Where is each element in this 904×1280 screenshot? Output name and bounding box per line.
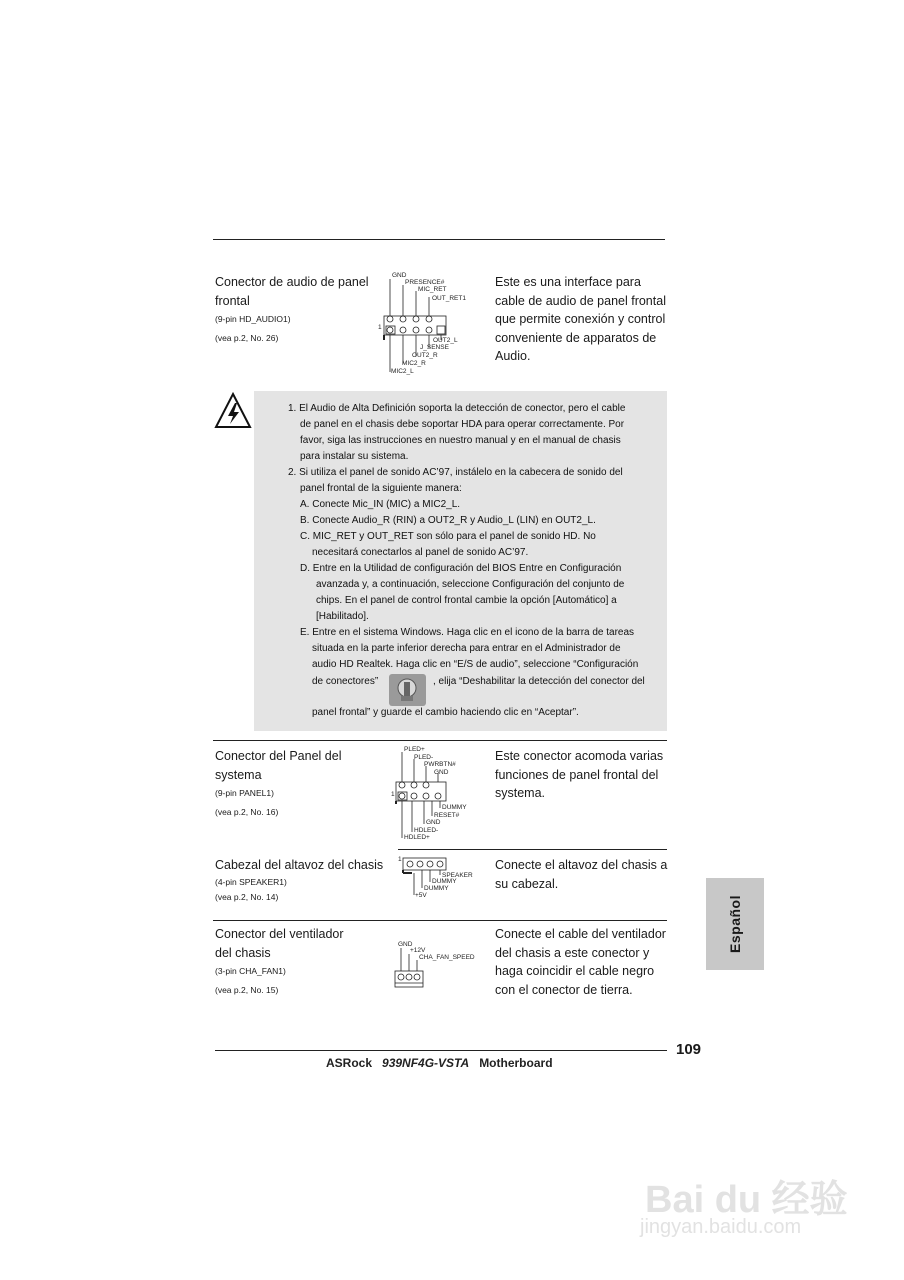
hd-audio-pin-label: MIC_RET: [418, 286, 447, 293]
note-line: [Habilitado].: [316, 611, 369, 622]
hd-audio-description: [495, 273, 666, 366]
note-line: favor, siga las instrucciones en nuestro manual y en el manual de chasis: [300, 435, 621, 446]
hd-audio-title: Conector de audio de panel: [215, 275, 369, 289]
panel-ref: (vea p.2, No. 16): [215, 806, 279, 817]
note-line: 2. Si utiliza el panel de sonido AC’97, instálelo en la cabecera de sonido del: [288, 467, 623, 478]
hd-audio-pin-label: OUT2_L: [433, 337, 458, 344]
hd-audio-pin-label: MIC2_R: [402, 360, 426, 367]
note-line: necesitará conectarlos al panel de sonido AC’97.: [312, 547, 529, 558]
hd-audio-pin: (9-pin HD_AUDIO1): [215, 314, 291, 324]
language-tab-label: Español: [727, 895, 743, 953]
speaker-pin-label: DUMMY: [432, 878, 457, 885]
panel-pin-label: RESET#: [434, 812, 460, 819]
note-line: C. MIC_RET y OUT_RET son sólo para el panel de sonido HD. No: [300, 531, 596, 542]
panel-header-drawing: [392, 744, 492, 842]
footer-rule: [215, 1050, 667, 1051]
watermark-url: jingyan.baidu.com: [640, 1216, 802, 1238]
warning-icon: [213, 391, 253, 431]
speaker-pin-one: 1: [398, 856, 402, 863]
realtek-connector-icon: [389, 674, 426, 706]
panel-desc-line: systema.: [495, 786, 546, 800]
note-line: avanzada y, a continuación, seleccione Configuración del conjunto de: [316, 579, 625, 590]
note-line: 1. El Audio de Alta Definición soporta la detección de conector, pero el cable: [288, 403, 626, 414]
hd-audio-pin-label: OUT2_R: [412, 352, 438, 359]
panel-description: [495, 747, 663, 803]
fan-diagram: [393, 938, 483, 992]
note-line: situada en la parte inferior derecha para entrar en el Administrador de: [312, 643, 621, 654]
hd-audio-desc-line: conveniente de apparatos de: [495, 330, 657, 345]
fan-ref: (vea p.2, No. 15): [215, 984, 279, 995]
footer-text: [326, 1056, 553, 1070]
note-line: audio HD Realtek. Haga clic en “E/S de audio”, seleccione “Configuración: [312, 659, 639, 670]
panel-pin-label: GND: [434, 769, 449, 776]
hd-audio-desc-line: cable de audio de panel frontal: [495, 293, 666, 308]
fan-desc-line: Conecte el cable del ventilador: [495, 927, 666, 941]
fan-pin: (3-pin CHA_FAN1): [215, 966, 286, 976]
hd-audio-pin-label: J_SENSE: [420, 344, 449, 351]
note-line: D. Entre en la Utilidad de configuración del BIOS Entre en Configuración: [300, 563, 622, 574]
hd-audio-diagram: [380, 270, 490, 378]
speaker-pin-label: +5V: [415, 892, 427, 899]
page-number: 109: [676, 1041, 702, 1058]
speaker-pin-label: DUMMY: [424, 885, 449, 892]
footer-product: Motherboard: [479, 1056, 553, 1070]
note-line: E. Entre en el sistema Windows. Haga clic en el icono de la barra de tareas: [300, 627, 635, 638]
hd-audio-pin-one: 1: [378, 324, 382, 331]
fan-desc-line: del chasis a este conector y: [495, 945, 650, 960]
note-line: para instalar su sistema.: [300, 451, 409, 462]
panel-pin-label: PLED+: [404, 746, 425, 753]
divider: [398, 849, 667, 850]
panel-pin-label: PLED-: [414, 754, 434, 761]
speaker-description: [495, 856, 667, 893]
speaker-title: Cabezal del altavoz del chasis: [215, 858, 384, 872]
note-line: chips. En el panel de control frontal cambie la opción [Automático] a: [316, 595, 617, 606]
hd-audio-pin-label: PRESENCE#: [405, 279, 445, 286]
hd-audio-left-block: [215, 273, 369, 347]
speaker-left-block: [215, 856, 383, 905]
panel-diagram: [392, 744, 492, 842]
fan-desc-line: haga coincidir el cable negro: [495, 964, 655, 978]
hd-audio-pin-label: MIC2_L: [391, 368, 414, 375]
panel-pin-label: HDLED-: [414, 827, 439, 834]
speaker-pin: (4-pin SPEAKER1): [215, 876, 287, 887]
fan-title: Conector del ventilador: [215, 927, 344, 941]
speaker-desc-line: su cabezal.: [495, 876, 559, 891]
panel-pin-label: GND: [426, 819, 441, 826]
hd-audio-desc-line: Audio.: [495, 349, 531, 363]
panel-desc-line: funciones de panel frontal del: [495, 767, 659, 782]
footer-model: 939NF4G-VSTA: [382, 1056, 470, 1070]
note-line: A. Conecte Mic_IN (MIC) a MIC2_L.: [300, 499, 461, 510]
language-tab: [706, 878, 764, 970]
fan-pin-label: CHA_FAN_SPEED: [419, 954, 475, 961]
note-line: , elija “Deshabilitar la detección del conector del: [433, 676, 645, 687]
panel-desc-line: Este conector acomoda varias: [495, 749, 664, 763]
divider: [213, 740, 667, 741]
note-line: de panel en el chasis debe soportar HDA para operar correctamente. Por: [300, 419, 625, 430]
panel-left-block: [215, 747, 341, 821]
note-line: de conectores”: [312, 676, 379, 687]
speaker-diagram: [398, 855, 488, 903]
hd-audio-pin-label: GND: [392, 272, 407, 279]
hd-audio-ref: (vea p.2, No. 26): [215, 332, 279, 343]
panel-pin-label: HDLED+: [404, 834, 430, 841]
divider: [213, 920, 667, 921]
panel-title: Conector del Panel del: [215, 749, 342, 763]
speaker-desc-line: Conecte el altavoz del chasis a: [495, 858, 668, 872]
speaker-ref: (vea p.2, No. 14): [215, 891, 279, 902]
fan-title-2: del chasis: [215, 945, 271, 960]
speaker-pin-label: SPEAKER: [442, 872, 473, 879]
hd-audio-title-2: frontal: [215, 293, 250, 308]
fan-pin-label: GND: [398, 941, 413, 948]
note-line: B. Conecte Audio_R (RIN) a OUT2_R y Audio_L (LIN) en OUT2_L.: [300, 515, 596, 526]
watermark-logo: Bai du 经验: [645, 1179, 848, 1221]
hd-audio-desc-line: Este es una interface para: [495, 275, 641, 289]
note-line: panel frontal” y guarde el cambio haciendo clic en “Aceptar”.: [312, 707, 579, 718]
panel-title-2: systema: [215, 767, 262, 782]
footer-brand: ASRock: [326, 1056, 373, 1070]
fan-left-block: [215, 925, 344, 999]
fan-description: [495, 925, 666, 999]
panel-pin: (9-pin PANEL1): [215, 788, 274, 798]
panel-pin-label: PWRBTN#: [424, 761, 456, 768]
fan-pin-label: +12V: [410, 947, 426, 954]
fan-desc-line: con el conector de tierra.: [495, 982, 633, 997]
hd-audio-desc-line: que permite conexión y control: [495, 312, 666, 326]
hd-audio-pin-label: OUT_RET1: [432, 295, 466, 302]
note-line: panel frontal de la siguiente manera:: [300, 483, 462, 494]
panel-pin-label: DUMMY: [442, 804, 467, 811]
panel-pin-one: 1: [391, 791, 395, 798]
top-rule: [213, 239, 665, 240]
